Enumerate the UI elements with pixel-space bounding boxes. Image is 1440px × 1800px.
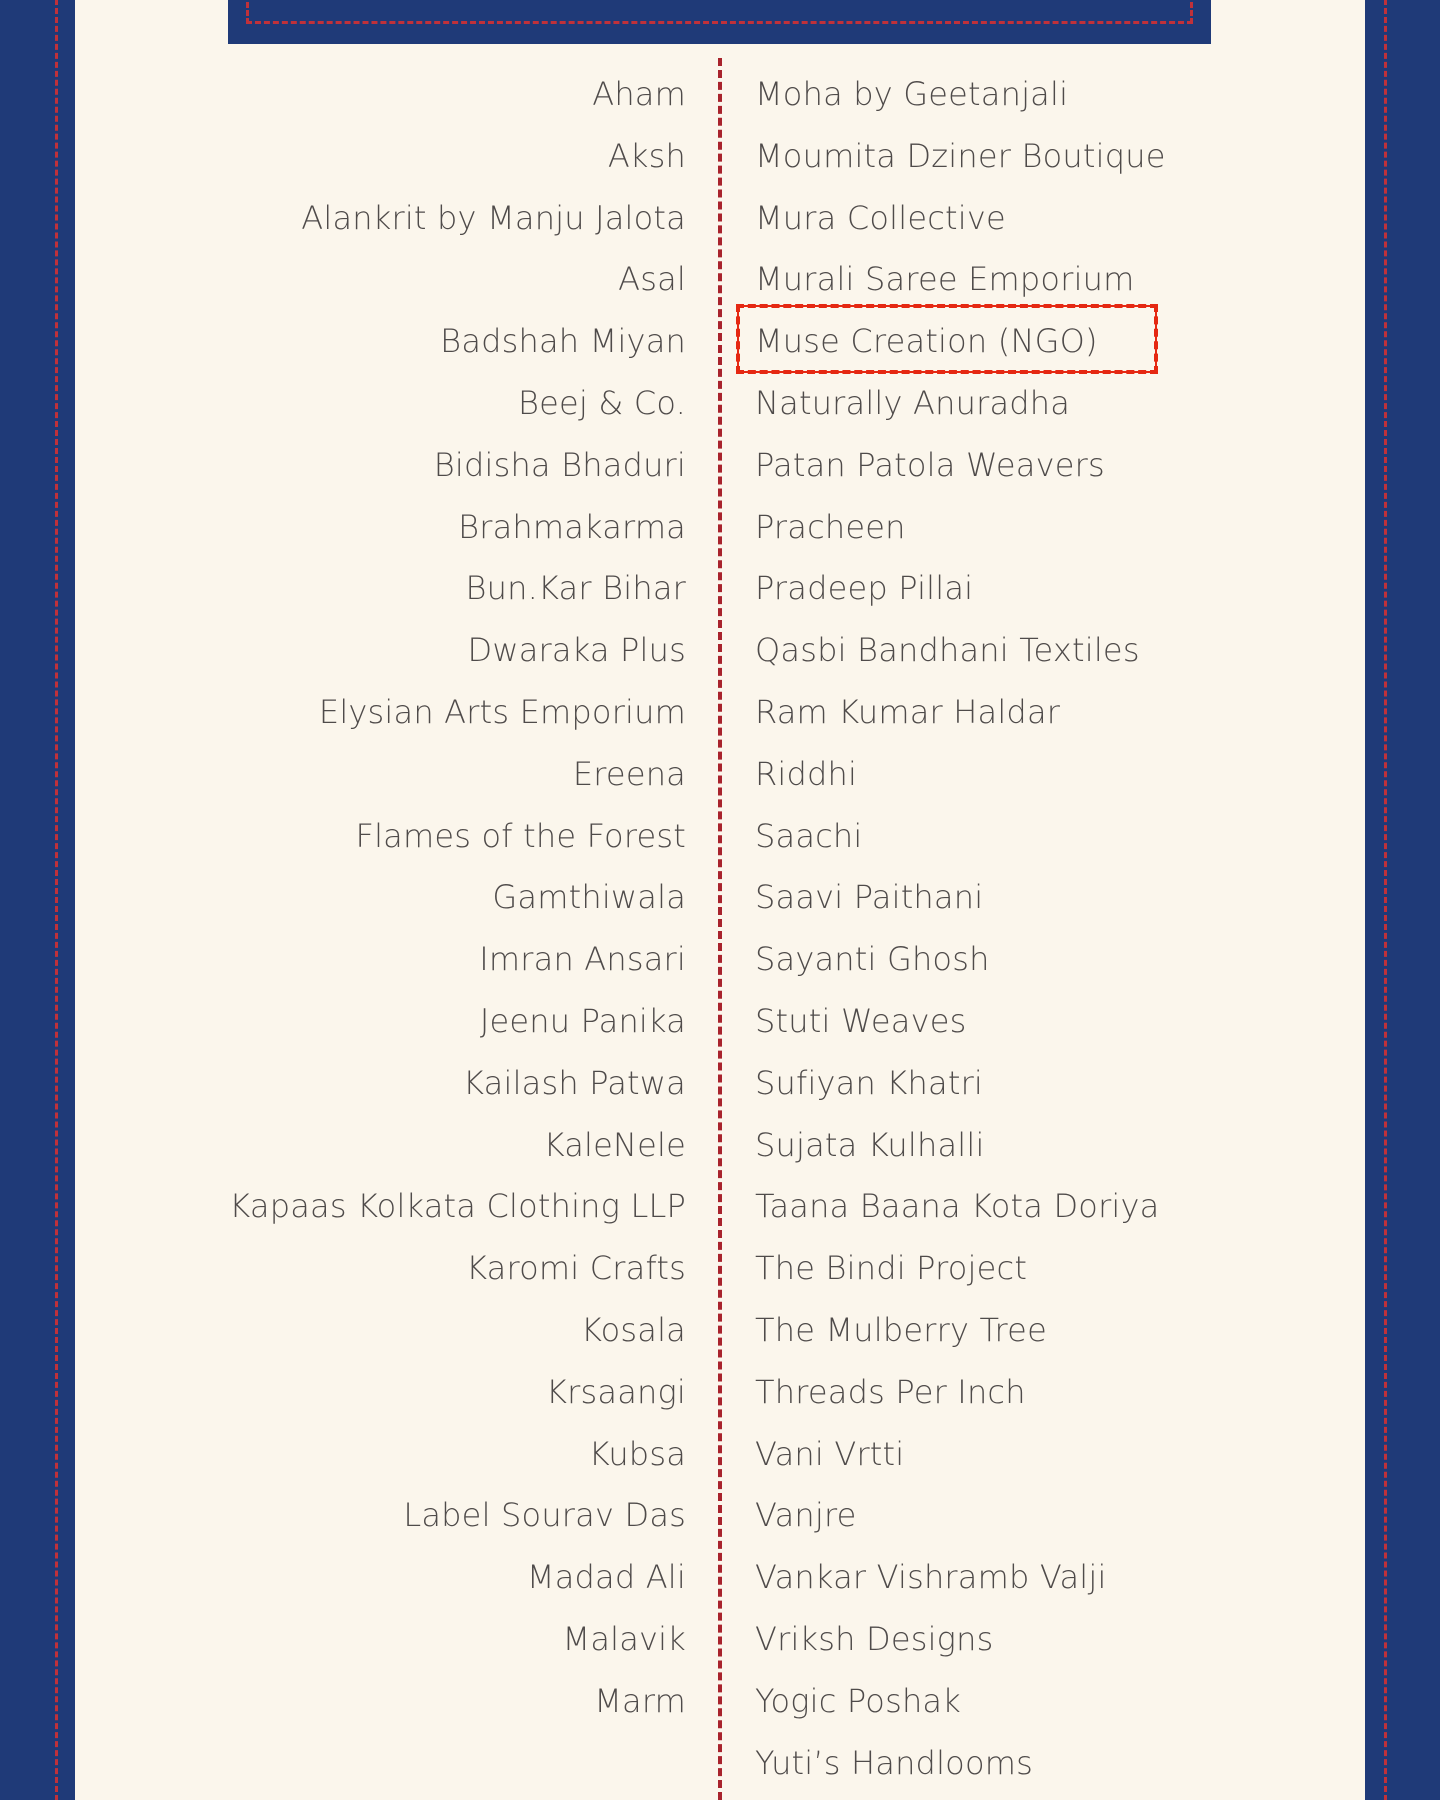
vendor-item: Moha by Geetanjali [755, 75, 1069, 113]
vendor-item: Muse Creation (NGO) [755, 322, 1098, 361]
vendor-item: Yuti’s Handlooms [755, 1743, 1033, 1782]
vendor-item: Moumita Dziner Boutique [755, 136, 1166, 175]
right-border-stitch [1384, 0, 1387, 1800]
vendor-item: Bidisha Bhaduri [433, 445, 686, 484]
vendor-item: Sufiyan Khatri [755, 1063, 984, 1102]
vendor-item: Malavik [562, 1619, 686, 1658]
vendor-item: Sujata Kulhalli [755, 1125, 985, 1164]
vendor-item: Marm [594, 1681, 686, 1720]
vendor-item: Ereena [572, 754, 686, 793]
vendor-item: Vanjre [755, 1496, 857, 1535]
vendor-item: Mura Collective [755, 198, 1006, 237]
vendor-item: Gamthiwala [492, 878, 686, 917]
vendor-column-left [170, 64, 686, 1733]
vendor-item: Yogic Poshak [755, 1681, 961, 1720]
vendor-item: Kubsa [588, 1434, 686, 1473]
vendor-item: Saavi Paithani [755, 878, 984, 917]
vendor-item: Beej & Co. [517, 383, 686, 422]
vendor-item: Qasbi Bandhani Textiles [755, 631, 1140, 670]
vendor-item: Imran Ansari [479, 940, 686, 979]
vendor-item: Kailash Patwa [463, 1063, 686, 1102]
vendor-item: The Mulberry Tree [755, 1310, 1047, 1349]
vendor-item: Jeenu Panika [479, 1001, 686, 1040]
vendor-item: The Bindi Project [755, 1249, 1028, 1288]
vendor-column-right [755, 64, 1275, 1794]
vendor-item: Pradeep Pillai [755, 569, 974, 608]
vendor-item: Stuti Weaves [755, 1001, 967, 1040]
vendor-item: Ram Kumar Haldar [755, 692, 1061, 731]
vendor-item: Madad Ali [526, 1558, 686, 1597]
vendor-item: Pracheen [755, 507, 906, 546]
vendor-item: Aham [592, 75, 686, 113]
column-divider-stitch [718, 58, 722, 1800]
vendor-item: Patan Patola Weavers [755, 445, 1105, 484]
vendor-item: Elysian Arts Emporium [318, 692, 686, 731]
banner-stitch [246, 0, 1193, 24]
vendor-item: Murali Saree Emporium [755, 260, 1135, 299]
vendor-item: Dwaraka Plus [467, 631, 686, 670]
vendor-item: Vriksh Designs [755, 1619, 994, 1658]
vendor-item: Vankar Vishramb Valji [755, 1558, 1107, 1597]
vendor-item: Naturally Anuradha [755, 383, 1071, 422]
vendor-item: Vani Vrtti [755, 1434, 905, 1473]
vendor-item: Label Sourav Das [403, 1496, 686, 1535]
left-border-stitch [55, 0, 58, 1800]
vendor-item: Saachi [755, 816, 863, 855]
vendor-item: Riddhi [755, 754, 858, 793]
vendor-item: Aksh [607, 136, 686, 175]
vendor-item: Alankrit by Manju Jalota [301, 198, 686, 237]
header-banner [228, 0, 1211, 44]
vendor-item: Krsaangi [545, 1372, 686, 1411]
vendor-item: Brahmakarma [458, 507, 686, 546]
vendor-item: Threads Per Inch [755, 1372, 1026, 1411]
vendor-item: Taana Baana Kota Doriya [755, 1187, 1160, 1226]
vendor-item: Asal [618, 260, 686, 299]
vendor-item: Kapaas Kolkata Clothing LLP [229, 1187, 686, 1226]
vendor-item: KaleNele [543, 1125, 686, 1164]
vendor-item: Karomi Crafts [466, 1249, 686, 1288]
vendor-item: Flames of the Forest [355, 816, 686, 855]
vendor-item: Badshah Miyan [440, 322, 686, 361]
vendor-item: Bun.Kar Bihar [465, 569, 686, 608]
vendor-item: Sayanti Ghosh [755, 940, 990, 979]
vendor-item: Kosala [581, 1310, 686, 1349]
